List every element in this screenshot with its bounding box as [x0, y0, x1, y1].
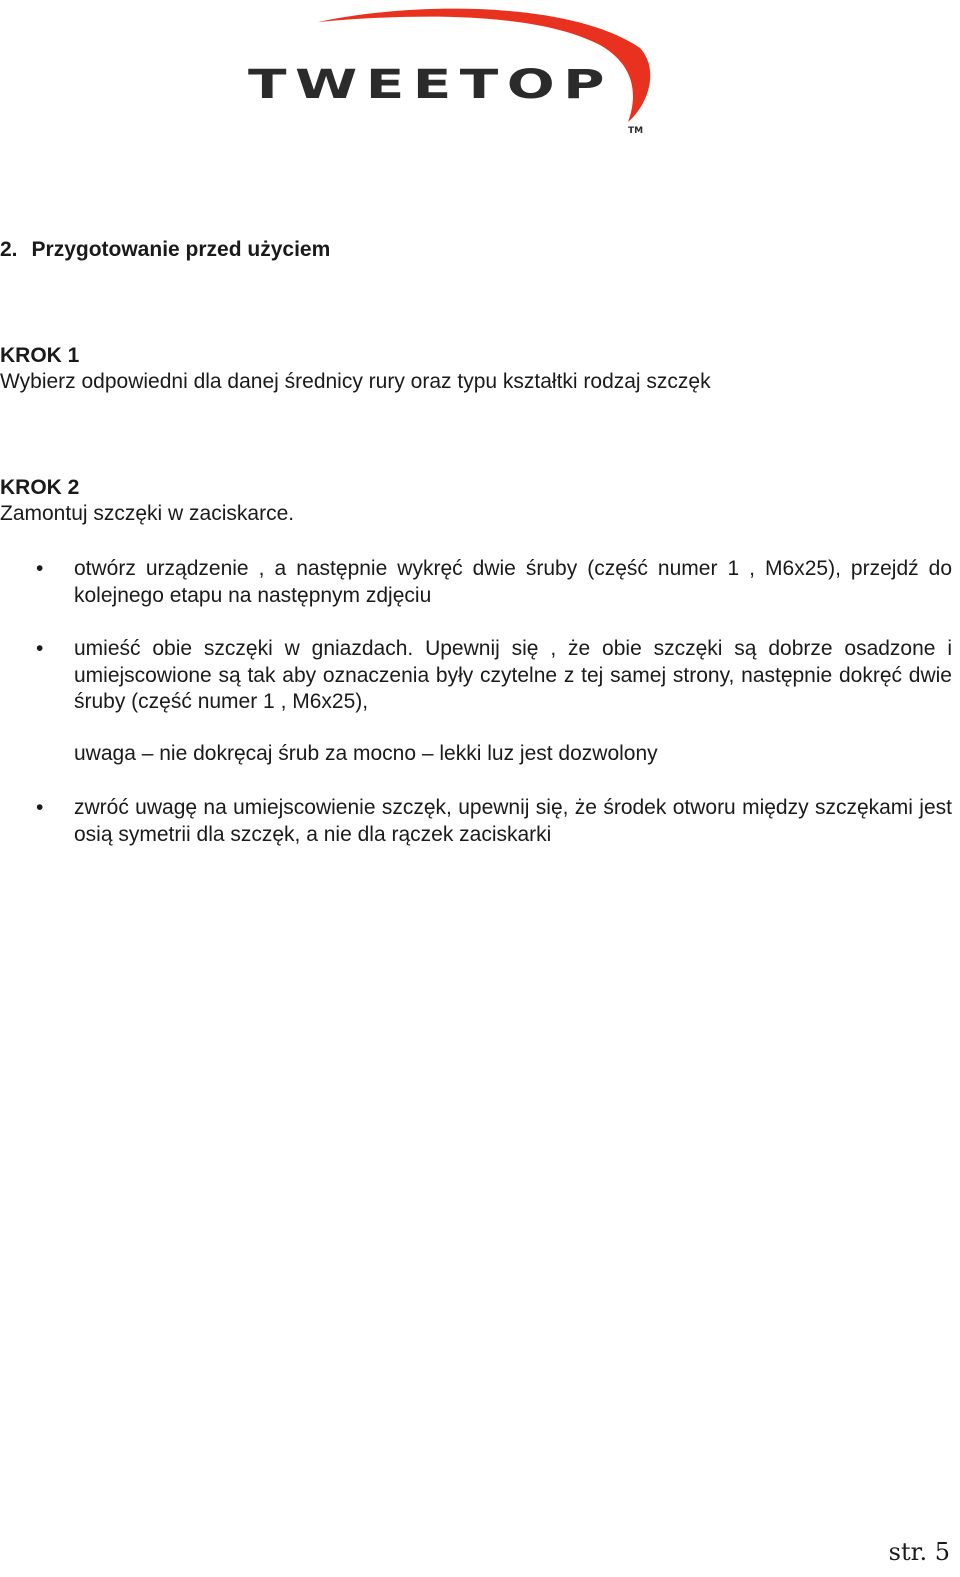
- section-number: 2.: [0, 238, 18, 261]
- list-item: umieść obie szczęki w gniazdach. Upewnij się , że obie szczęki są dobrze osadzone i umiejscowione są tak aby oznaczenia były czytelne z tej samej strony, następnie dokręć dwie śruby (część numer 1 , M6x25),: [74, 637, 952, 713]
- section-title-text: Przygotowanie przed użyciem: [31, 238, 331, 261]
- list-item: zwróć uwagę na umiejscowienie szczęk, upewnij się, że środek otworu między szczękami jest osią symetrii dla szczęk, a nie dla rączek zaciskarki: [74, 796, 952, 846]
- logo-trademark: TM: [628, 126, 644, 136]
- bullet-marker: •: [36, 796, 44, 819]
- bullet-marker: •: [36, 637, 44, 660]
- step-1-text: Wybierz odpowiedni dla danej średnicy rury oraz typu kształtki rodzaj szczęk: [0, 370, 711, 393]
- step-1-heading: KROK 1: [0, 344, 80, 367]
- section-title: [0, 238, 330, 262]
- warning-note: uwaga – nie dokręcaj śrub za mocno – lekki luz jest dozwolony: [74, 742, 658, 765]
- step-2-heading: KROK 2: [0, 476, 80, 499]
- step-2-text: Zamontuj szczęki w zaciskarce.: [0, 502, 295, 525]
- logo-wordmark: TWEETOP: [248, 62, 613, 108]
- bullet-marker: •: [36, 557, 44, 580]
- list-item: otwórz urządzenie , a następnie wykręć dwie śruby (część numer 1 , M6x25), przejdź do kolejnego etapu na następnym zdjęciu: [74, 557, 952, 607]
- page-number: str. 5: [888, 1538, 950, 1566]
- tweetop-logo: [240, 0, 670, 150]
